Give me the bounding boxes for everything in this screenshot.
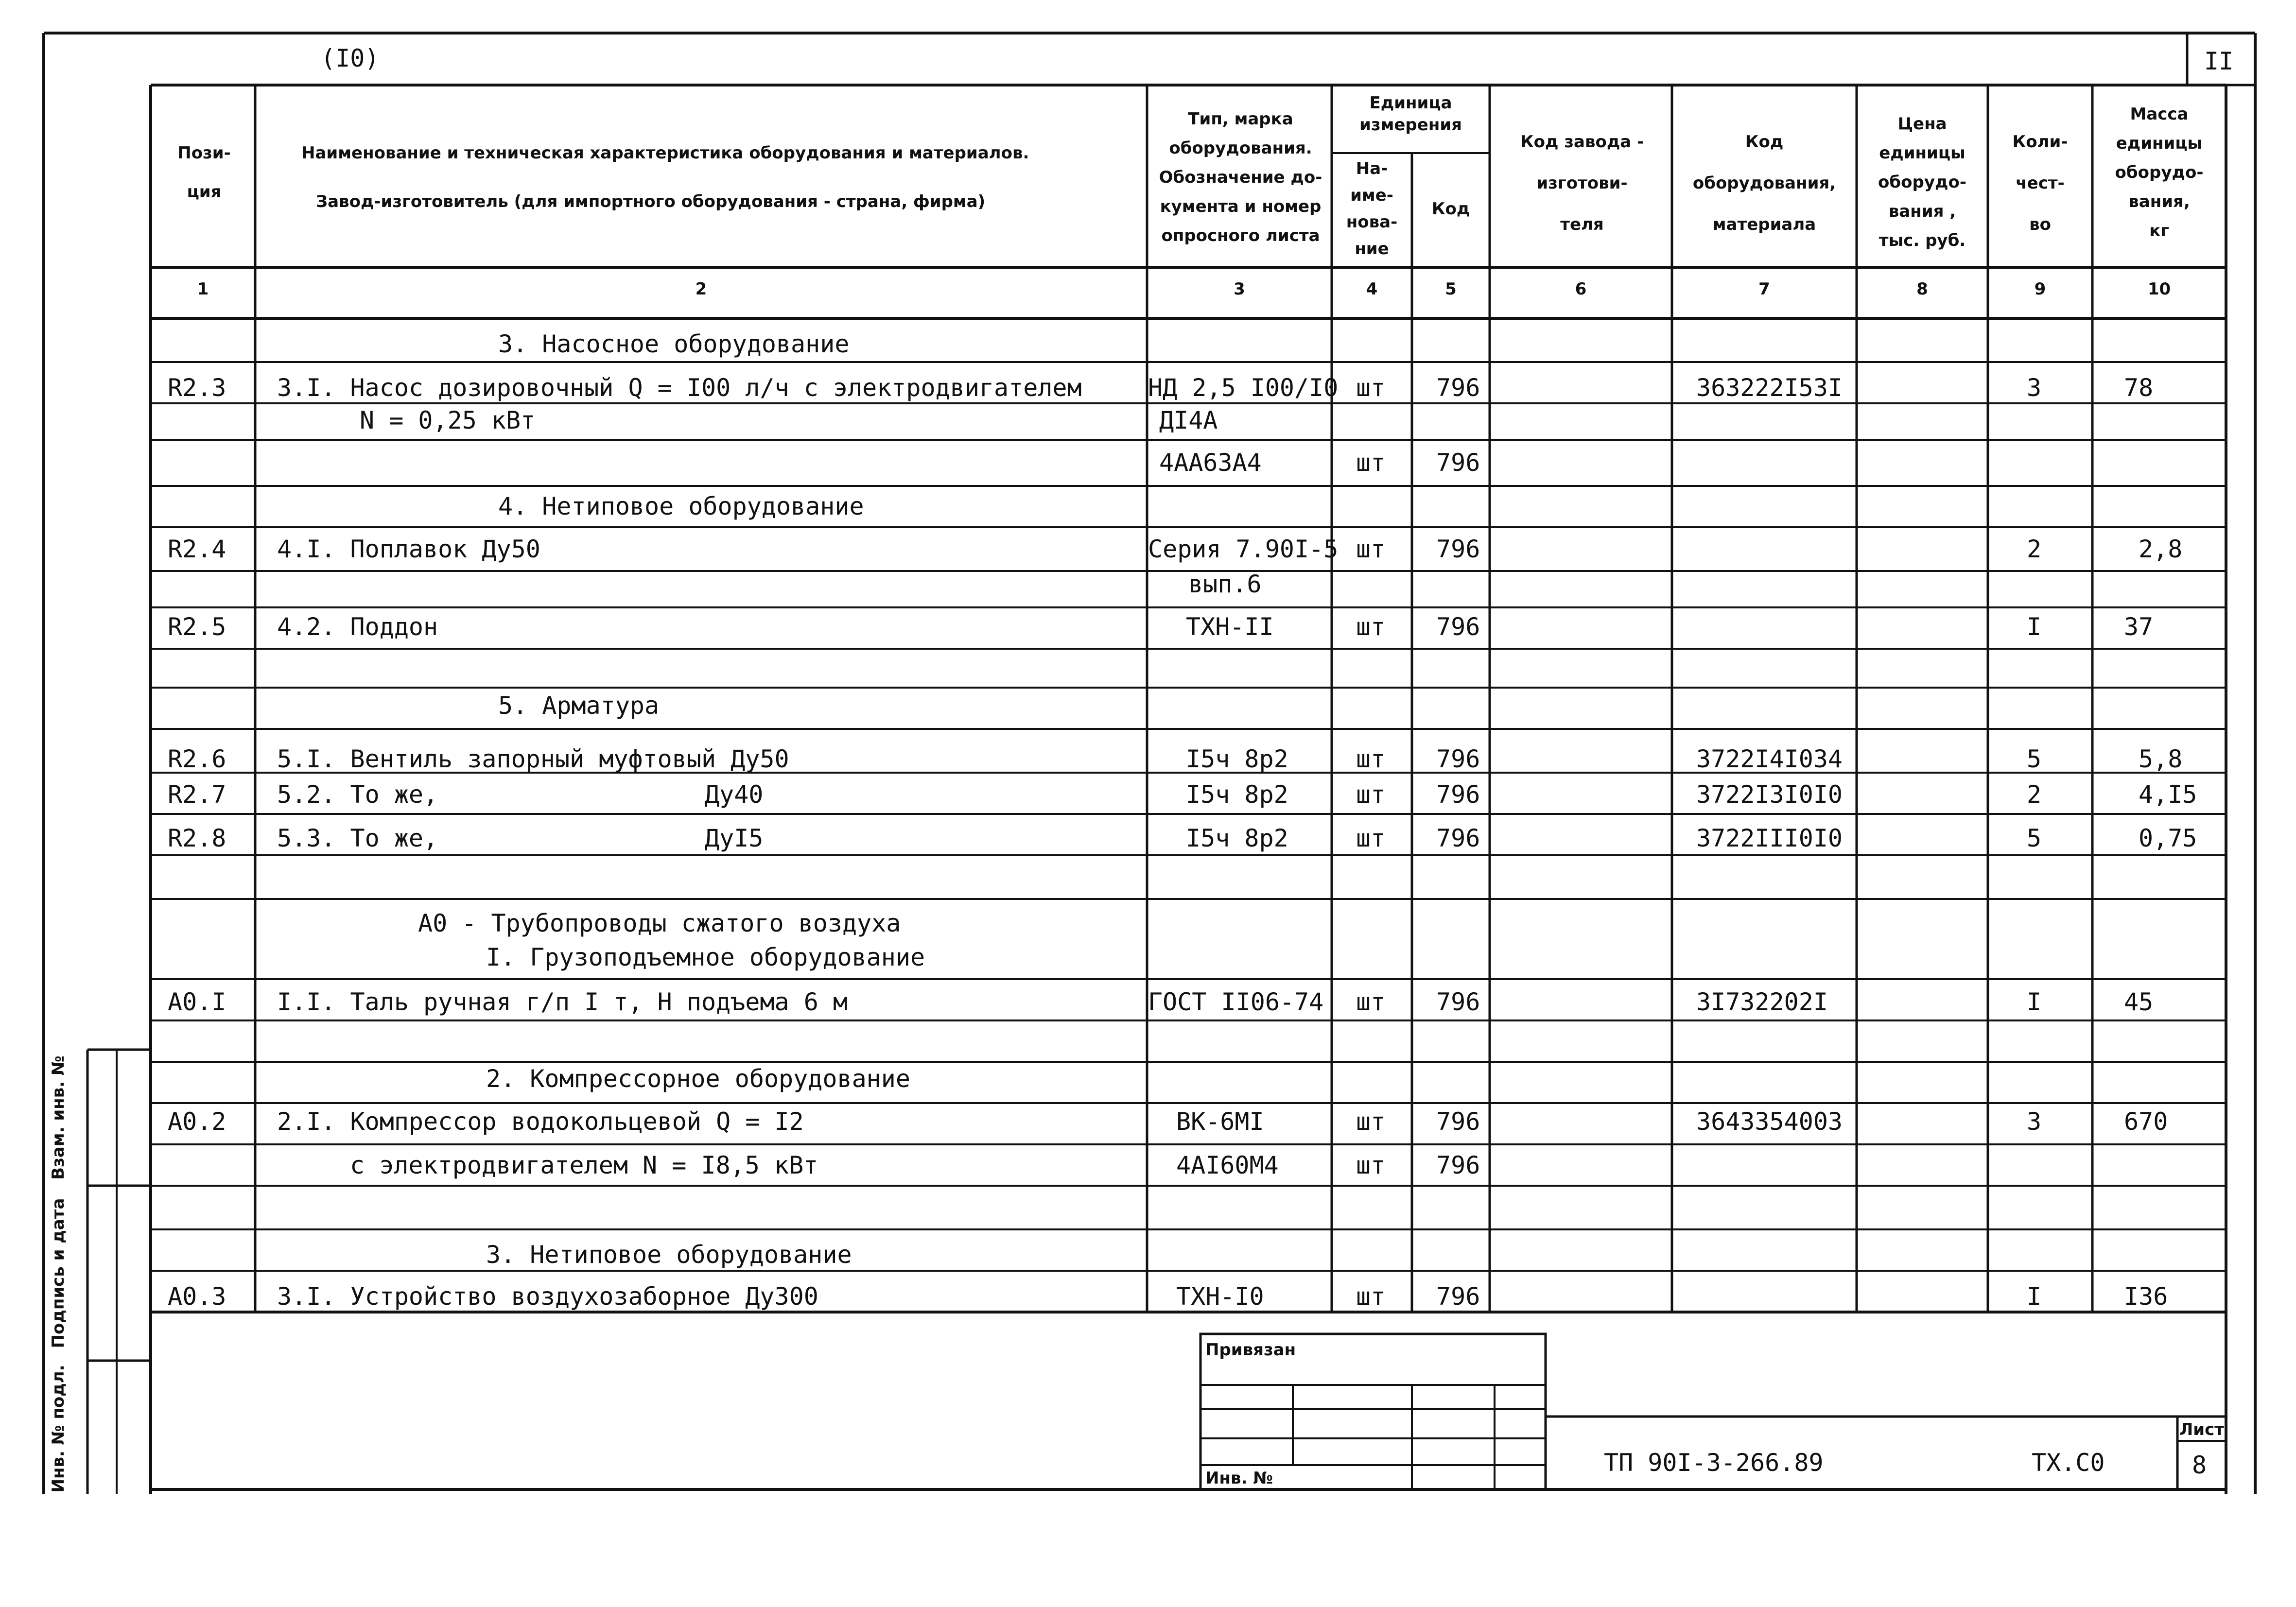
table-row-qty: 3 — [2027, 374, 2042, 402]
table-row-qty: I — [2027, 613, 2042, 641]
table-row-name: N = 0,25 кВт — [360, 406, 536, 434]
title-block-privyazan: Привязан — [1205, 1340, 1296, 1360]
page-top-number: (I0) — [321, 44, 380, 72]
table-row-type: I5ч 8р2 — [1186, 780, 1288, 809]
table-row-equip-code: 3722III0I0 — [1696, 824, 1843, 852]
side-stamp-inv-podl: Инв. № подл. — [49, 1365, 68, 1493]
table-row-type: НД 2,5 I00/I0 — [1148, 374, 1339, 402]
table-row-name: I.I. Таль ручная г/п I т, Н подъема 6 м — [277, 988, 848, 1016]
table-row-qty: 2 — [2027, 780, 2042, 809]
section-heading: 2. Компрессорное оборудование — [486, 1065, 910, 1093]
table-row-unit: шт — [1356, 1282, 1386, 1311]
table-row-mass: 670 — [2124, 1107, 2168, 1136]
table-row-name: 3.I. Устройство воздухозаборное Ду300 — [277, 1282, 818, 1311]
table-row-name: с электродвигателем N = I8,5 кВт — [350, 1151, 818, 1179]
header-col1: Пози- ция — [177, 143, 231, 202]
col-number: 5 — [1445, 279, 1457, 299]
table-row-unit: шт — [1356, 535, 1386, 563]
table-row-mass: 37 — [2124, 613, 2154, 641]
col-number: 8 — [1916, 279, 1928, 299]
table-row-pos: R2.3 — [168, 374, 226, 402]
table-row-qty: 3 — [2027, 1107, 2042, 1136]
table-row-name: 5.I. Вентиль запорный муфтовый Ду50 — [277, 745, 789, 773]
header-col7: Код оборудования, материала — [1692, 132, 1836, 234]
document-mark: ТХ.С0 — [2032, 1449, 2105, 1477]
table-row-pos: R2.8 — [168, 824, 226, 852]
table-row-name-extra: Ду40 — [705, 780, 764, 809]
side-stamp-vzam: Взам. инв. № — [49, 1055, 68, 1180]
header-col10: Масса единицы оборудо- вания, кг — [2115, 104, 2204, 241]
table-row-code: 796 — [1436, 824, 1480, 852]
table-row-equip-code: 3722I3I0I0 — [1696, 780, 1843, 809]
header-col9: Коли- чест- во — [2012, 132, 2068, 234]
table-row-qty: I — [2027, 988, 2042, 1016]
table-row-type: ТХН-II — [1186, 613, 1274, 641]
table-row-type: ГОСТ II06-74 — [1148, 988, 1324, 1016]
table-row-unit: шт — [1356, 613, 1386, 641]
table-row-pos: А0.I — [168, 988, 226, 1016]
section-heading: I. Грузоподъемное оборудование — [486, 943, 925, 971]
table-row-unit: шт — [1356, 988, 1386, 1016]
side-stamp-podpis: Подпись и дата — [49, 1198, 68, 1348]
table-row-mass: 45 — [2124, 988, 2154, 1016]
table-row-code: 796 — [1436, 1107, 1480, 1136]
table-row-equip-code: 3722I4I034 — [1696, 745, 1843, 773]
table-row-unit: шт — [1356, 824, 1386, 852]
table-row-unit: шт — [1356, 780, 1386, 809]
col-number: 6 — [1575, 279, 1587, 299]
table-row-equip-code: 3643354003 — [1696, 1107, 1843, 1136]
table-row-name: 5.3. То же, — [277, 824, 438, 852]
table-row-type: ТХН-I0 — [1176, 1282, 1264, 1311]
col-number: 7 — [1758, 279, 1770, 299]
col-number: 1 — [197, 279, 209, 299]
table-row-type: ВК-6МI — [1176, 1107, 1264, 1136]
table-row-code: 796 — [1436, 535, 1480, 563]
table-row-pos: R2.5 — [168, 613, 226, 641]
sheet-corner-number: II — [2204, 47, 2234, 75]
table-row-mass: I36 — [2124, 1282, 2168, 1311]
header-col2: Наименование и техническая характеристика оборудования и материалов. Завод-изготовитель (для импортного оборудования - страна, фирма) — [301, 143, 1029, 211]
table-row-type: I5ч 8р2 — [1186, 745, 1288, 773]
header-col6: Код завода - изготови- теля — [1520, 132, 1644, 234]
section-heading: 3. Насосное оборудование — [498, 330, 850, 358]
table-row-name: 5.2. То же, — [277, 780, 438, 809]
header-col5: Код — [1431, 199, 1470, 219]
table-row-pos: R2.6 — [168, 745, 226, 773]
table-row-unit: шт — [1356, 1151, 1386, 1179]
table-row-code: 796 — [1436, 449, 1480, 477]
sheet-number: 8 — [2192, 1451, 2207, 1479]
section-heading: А0 - Трубопроводы сжатого воздуха — [418, 909, 901, 937]
table-row-mass: 5,8 — [2139, 745, 2183, 773]
table-row-name-extra: ДуI5 — [705, 824, 764, 852]
table-row-pos: А0.3 — [168, 1282, 226, 1311]
table-row-name: 2.I. Компрессор водокольцевой Q = I2 — [277, 1107, 804, 1136]
col-number: 10 — [2147, 279, 2171, 299]
table-row-equip-code: 363222I53I — [1696, 374, 1843, 402]
section-heading: 4. Нетиповое оборудование — [498, 492, 864, 520]
table-row-pos: R2.7 — [168, 780, 226, 809]
table-row-unit: шт — [1356, 449, 1386, 477]
col-number: 4 — [1366, 279, 1378, 299]
table-row-pos: R2.4 — [168, 535, 226, 563]
table-row-qty: I — [2027, 1282, 2042, 1311]
table-row-name: 4.2. Поддон — [277, 613, 438, 641]
table-row-mass: 0,75 — [2139, 824, 2197, 852]
col-number: 9 — [2034, 279, 2046, 299]
header-col4: На- име- нова- ние — [1346, 159, 1398, 259]
table-row-name: 3.I. Насос дозировочный Q = I00 л/ч с электродвигателем — [277, 374, 1082, 402]
section-heading: 5. Арматура — [498, 691, 660, 720]
sheet-label: Лист — [2179, 1420, 2224, 1439]
table-row-type: Серия 7.90I-5 — [1148, 535, 1339, 563]
title-block-inv-no: Инв. № — [1205, 1469, 1273, 1488]
table-row-code: 796 — [1436, 613, 1480, 641]
table-row-equip-code: 3I732202I — [1696, 988, 1828, 1016]
table-row-type: 4АА63А4 — [1159, 449, 1262, 477]
table-row-code: 796 — [1436, 1151, 1480, 1179]
document-code: ТП 90I-3-266.89 — [1604, 1449, 1824, 1477]
table-row-unit: шт — [1356, 374, 1386, 402]
table-row-mass: 78 — [2124, 374, 2154, 402]
table-row-code: 796 — [1436, 745, 1480, 773]
table-row-qty: 5 — [2027, 824, 2042, 852]
table-row-pos: А0.2 — [168, 1107, 226, 1136]
table-row-code: 796 — [1436, 780, 1480, 809]
table-row-code: 796 — [1436, 1282, 1480, 1311]
table-row-unit: шт — [1356, 1107, 1386, 1136]
table-row-mass: 4,I5 — [2139, 780, 2197, 809]
table-row-code: 796 — [1436, 374, 1480, 402]
table-row-type: вып.6 — [1188, 570, 1262, 598]
table-row-mass: 2,8 — [2139, 535, 2183, 563]
col-number: 2 — [695, 279, 707, 299]
table-row-qty: 5 — [2027, 745, 2042, 773]
table-row-qty: 2 — [2027, 535, 2042, 563]
section-heading: 3. Нетиповое оборудование — [486, 1241, 852, 1269]
table-row-type: I5ч 8р2 — [1186, 824, 1288, 852]
table-row-type: ДI4А — [1159, 406, 1218, 434]
table-row-type: 4АI60М4 — [1176, 1151, 1279, 1179]
table-row-code: 796 — [1436, 988, 1480, 1016]
col-number: 3 — [1234, 279, 1245, 299]
table-row-unit: шт — [1356, 745, 1386, 773]
header-col8: Цена единицы оборудо- вания , тыс. руб. — [1878, 114, 1966, 250]
table-row-name: 4.I. Поплавок Ду50 — [277, 535, 540, 563]
header-unit-top: Единица измерения — [1359, 93, 1462, 135]
header-col3: Тип, марка оборудования. Обозначение до- кумента и номер опросного листа — [1159, 109, 1322, 245]
